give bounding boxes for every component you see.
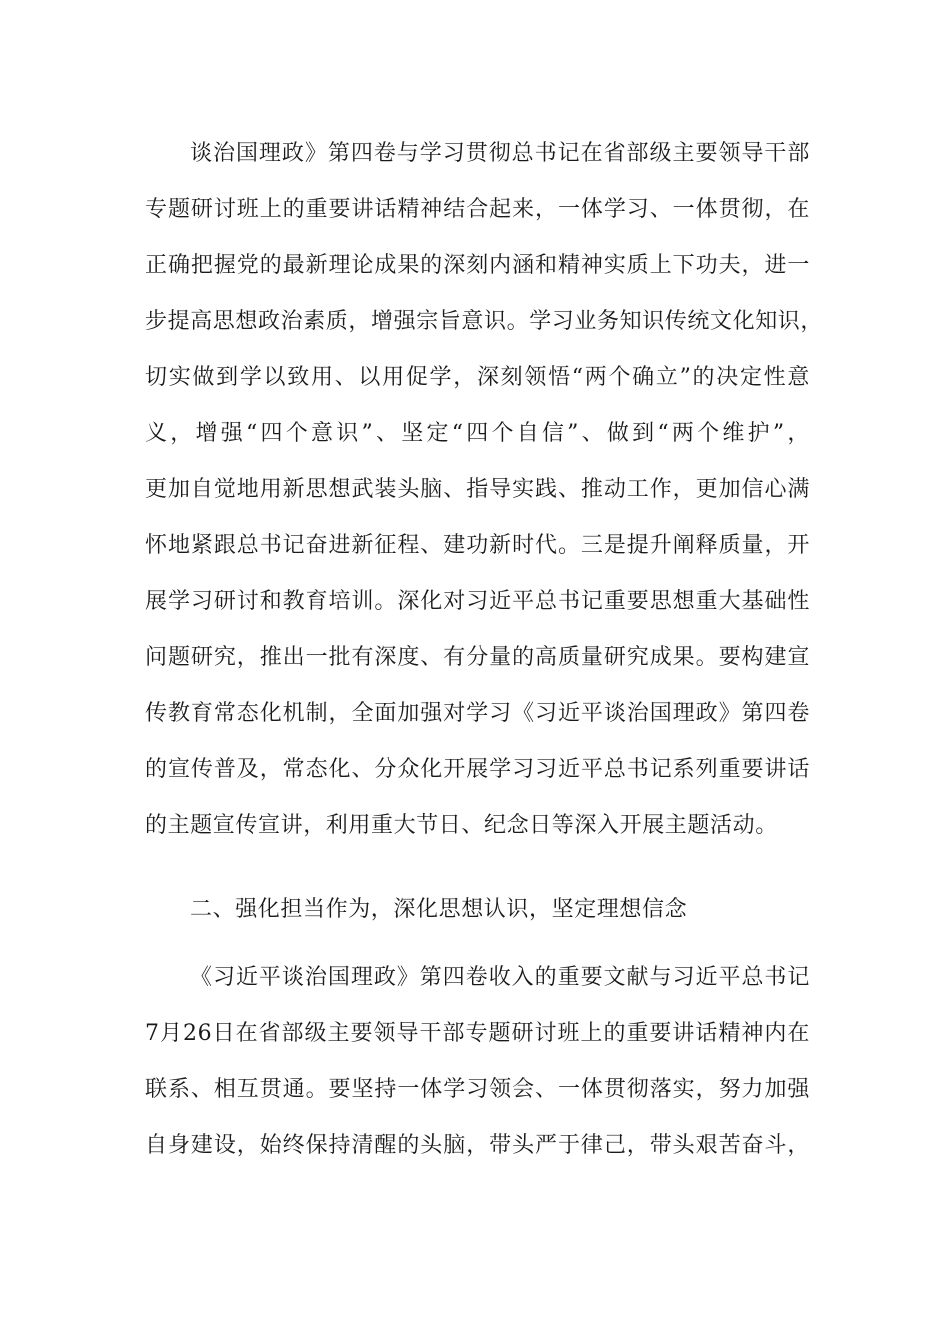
paragraph-2-line-4: 自身建设，始终保持清醒的头脑，带头严于律己，带头艰苦奋斗， bbox=[145, 1133, 810, 1158]
paragraph-1-line-6: 义，增强“四个意识”、坚定“四个自信”、做到“两个维护”， bbox=[145, 421, 810, 446]
paragraph-1-line-5: 切实做到学以致用、以用促学，深刻领悟“两个确立”的决定性意 bbox=[145, 365, 810, 390]
paragraph-2-line-2: 7月26日在省部级主要领导干部专题研讨班上的重要讲话精神内在 bbox=[145, 1021, 810, 1046]
section-heading-2: 二、强化担当作为，深化思想认识，坚定理想信念 bbox=[190, 897, 688, 922]
paragraph-1-line-4: 步提高思想政治素质，增强宗旨意识。学习业务知识传统文化知识， bbox=[145, 309, 824, 334]
paragraph-1-line-1: 谈治国理政》第四卷与学习贯彻总书记在省部级主要领导干部 bbox=[190, 141, 810, 166]
paragraph-1-line-9: 展学习研讨和教育培训。深化对习近平总书记重要思想重大基础性 bbox=[145, 589, 810, 614]
paragraph-1-line-13: 的主题宣传宣讲，利用重大节日、纪念日等深入开展主题活动。 bbox=[145, 813, 778, 838]
paragraph-2-line-1: 《习近平谈治国理政》第四卷收入的重要文献与习近平总书记 bbox=[190, 965, 810, 990]
paragraph-1-line-3: 正确把握党的最新理论成果的深刻内涵和精神实质上下功夫，进一 bbox=[145, 253, 810, 278]
paragraph-1-line-8: 怀地紧跟总书记奋进新征程、建功新时代。三是提升阐释质量，开 bbox=[145, 533, 810, 558]
paragraph-2-line-3: 联系、相互贯通。要坚持一体学习领会、一体贯彻落实，努力加强 bbox=[145, 1077, 810, 1102]
paragraph-1-line-7: 更加自觉地用新思想武装头脑、指导实践、推动工作，更加信心满 bbox=[145, 477, 810, 502]
paragraph-1-line-11: 传教育常态化机制，全面加强对学习《习近平谈治国理政》第四卷 bbox=[145, 701, 810, 726]
paragraph-1-line-2: 专题研讨班上的重要讲话精神结合起来，一体学习、一体贯彻，在 bbox=[145, 197, 810, 222]
paragraph-1-line-12: 的宣传普及，常态化、分众化开展学习习近平总书记系列重要讲话 bbox=[145, 757, 810, 782]
paragraph-1-line-10: 问题研究，推出一批有深度、有分量的高质量研究成果。要构建宣 bbox=[145, 645, 810, 670]
